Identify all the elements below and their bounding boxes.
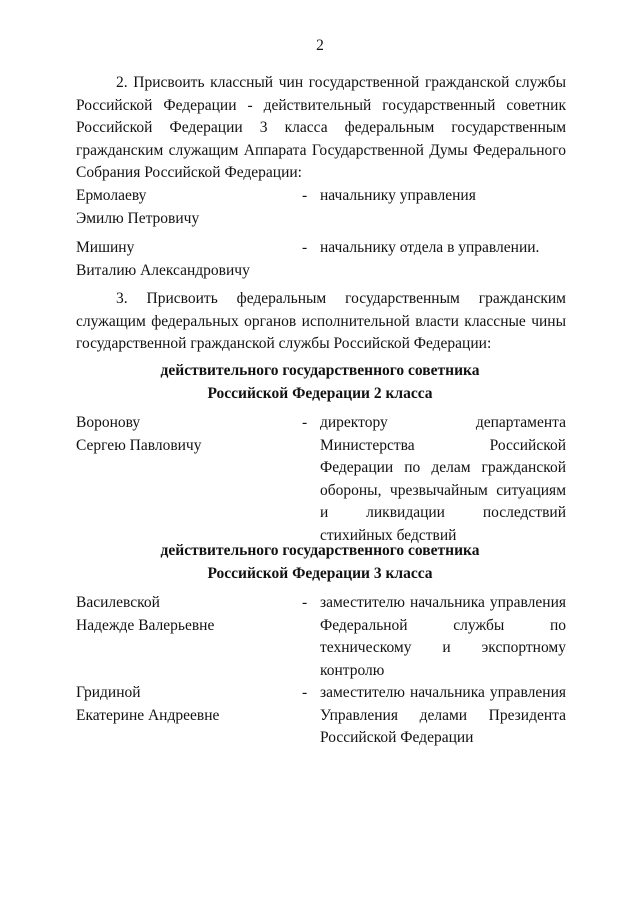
appointee-surname: Мишину [76,239,135,256]
dash-separator: - [302,684,308,701]
appointee-given-names: Виталию Александровичу [76,261,250,279]
appointee-name [76,592,286,637]
appointee-position: начальнику отдела в управлении. [320,239,540,256]
page-number: 2 [316,37,324,54]
appointee-entry [76,237,566,282]
appointee-entry [76,185,566,230]
appointee-position: заместителю начальника управления Управления делами Президента Российской Федерации [320,684,566,746]
section-heading-line: Российской Федерации 2 класса [207,384,433,402]
section-heading-line: Российской Федерации 3 класса [207,564,433,582]
appointee-surname: Воронову [76,414,141,431]
paragraph-item-2: 2. Присвоить классный чин государственной гражданской службы Российской Федерации - действительный государственный советник Российской Федерации 3 класса федеральным государственным гражданским служащим Аппарата Государственной Думы Федерального Собрания Российской Федерации: [76,74,566,181]
dash-separator: - [302,414,308,431]
appointee-given-names: Сергею Павловичу [76,436,202,454]
appointee-surname: Гридиной [76,684,141,701]
dash-separator: - [302,187,308,204]
appointee-entry [76,412,566,544]
appointee-surname: Василевской [76,594,160,611]
paragraph-item-3: 3. Присвоить федеральным государственным гражданским служащим федеральных органов исполнительной власти классные чины государственной гражданской службы Российской Федерации: [76,290,566,352]
appointee-given-names: Екатерине Андреевне [76,706,220,724]
appointee-name [76,185,286,230]
appointee-name [76,682,286,727]
section-heading-class-2 [0,360,640,405]
appointee-position: директору департамента Министерства Российской Федерации по делам гражданской обороны, чрезвычайным ситуациям и ликвидации последствий стихийных бедствий [320,414,566,544]
dash-separator: - [302,594,308,611]
appointee-entry [76,592,566,679]
appointee-surname: Ермолаеву [76,187,147,204]
section-heading-line: действительного государственного советника [160,362,480,379]
appointee-position: заместителю начальника управления Федеральной службы по техническому и экспортному контролю [320,594,566,679]
section-heading-line: действительного государственного советника [160,542,480,559]
appointee-given-names: Надежде Валерьевне [76,616,215,634]
appointee-entry [76,682,566,746]
appointee-given-names: Эмилю Петровичу [76,209,200,227]
appointee-name [76,412,286,457]
appointee-name [76,237,286,282]
appointee-position: начальнику управления [320,187,476,204]
section-heading-class-3 [0,540,640,585]
dash-separator: - [302,239,308,256]
